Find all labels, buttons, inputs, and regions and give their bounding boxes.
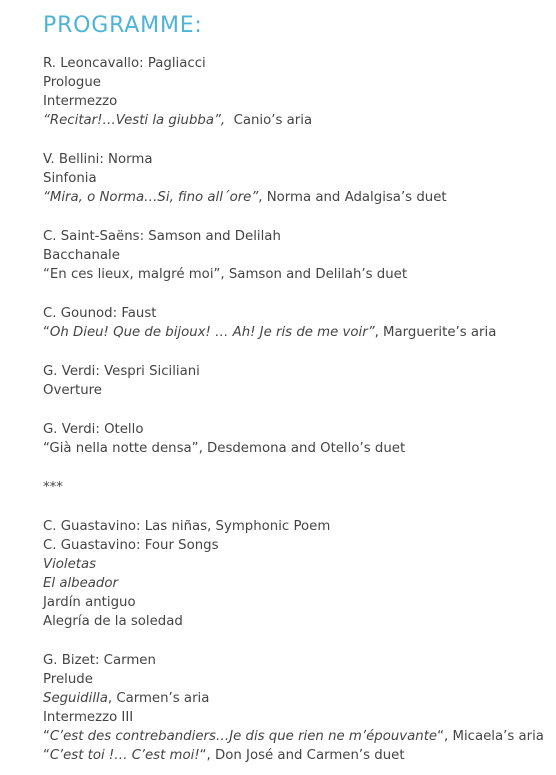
duet-title: C’est toi !… C’est moi! (49, 748, 200, 763)
song-el-albeador: El albeador (43, 576, 118, 591)
work-bellini-norma: V. Bellini: Norma (43, 152, 153, 167)
work-guastavino-four-songs: C. Guastavino: Four Songs (43, 538, 219, 553)
aria-description: , Marguerite’s aria (374, 325, 497, 340)
aria-title: Oh Dieu! Que de bijoux! … Ah! Je ris de me voir” (49, 325, 375, 340)
piece-samson-delilah-duet: “En ces lieux, malgré moi”, Samson and Delilah’s duet (43, 267, 408, 282)
piece-intermezzo-iii: Intermezzo III (43, 710, 134, 725)
aria-open-quote: “ (43, 325, 50, 340)
duet-description: , Norma and Adalgisa’s duet (258, 190, 447, 205)
work-guastavino-las-ninas: C. Guastavino: Las niñas, Symphonic Poem (43, 519, 331, 534)
piece-desdemona-otello-duet: “Già nella notte densa”, Desdemona and Otello’s duet (43, 441, 406, 456)
song-jardin-antiguo: Jardín antiguo (43, 595, 136, 610)
aria-title: Seguidilla (43, 691, 108, 706)
work-leoncavallo-pagliacci: R. Leoncavallo: Pagliacci (43, 56, 206, 71)
song-violetas: Violetas (43, 557, 97, 572)
piece-sinfonia: Sinfonia (43, 171, 97, 186)
duet-description: “, Don José and Carmen’s duet (199, 748, 405, 763)
section-separator: *** (43, 480, 63, 495)
work-verdi-otello: G. Verdi: Otello (43, 422, 144, 437)
piece-prelude: Prelude (43, 672, 93, 687)
piece-norma-adalgisa-duet (43, 188, 447, 207)
work-gounod-faust: C. Gounod: Faust (43, 306, 157, 321)
aria-title: “Recitar!…Vesti la giubba”, (43, 113, 226, 128)
page-title: PROGRAMME: (43, 13, 203, 38)
piece-prologue: Prologue (43, 75, 101, 90)
duet-title: “Mira, o Norma…Si, fino all´ore” (43, 190, 259, 205)
piece-canio-aria (43, 111, 312, 130)
aria-title: C’est des contrebandiers…Je dis que rien ne m’épouvante (49, 729, 438, 744)
aria-open-quote: “ (43, 729, 50, 744)
duet-open-quote: “ (43, 748, 50, 763)
piece-seguidilla (43, 689, 209, 708)
work-saint-saens-samson: C. Saint-Saëns: Samson and Delilah (43, 229, 281, 244)
piece-intermezzo: Intermezzo (43, 94, 118, 109)
piece-micaela-aria (43, 727, 544, 746)
piece-bacchanale: Bacchanale (43, 248, 120, 263)
work-bizet-carmen: G. Bizet: Carmen (43, 653, 156, 668)
work-verdi-vespri: G. Verdi: Vespri Siciliani (43, 364, 200, 379)
piece-jose-carmen-duet (43, 746, 405, 765)
aria-description: “, Micaela’s aria (437, 729, 544, 744)
piece-marguerite-aria (43, 323, 496, 342)
aria-description: Canio’s aria (225, 113, 313, 128)
aria-description: , Carmen’s aria (107, 691, 210, 706)
piece-overture: Overture (43, 383, 102, 398)
song-alegria-de-la-soledad: Alegría de la soledad (43, 614, 183, 629)
